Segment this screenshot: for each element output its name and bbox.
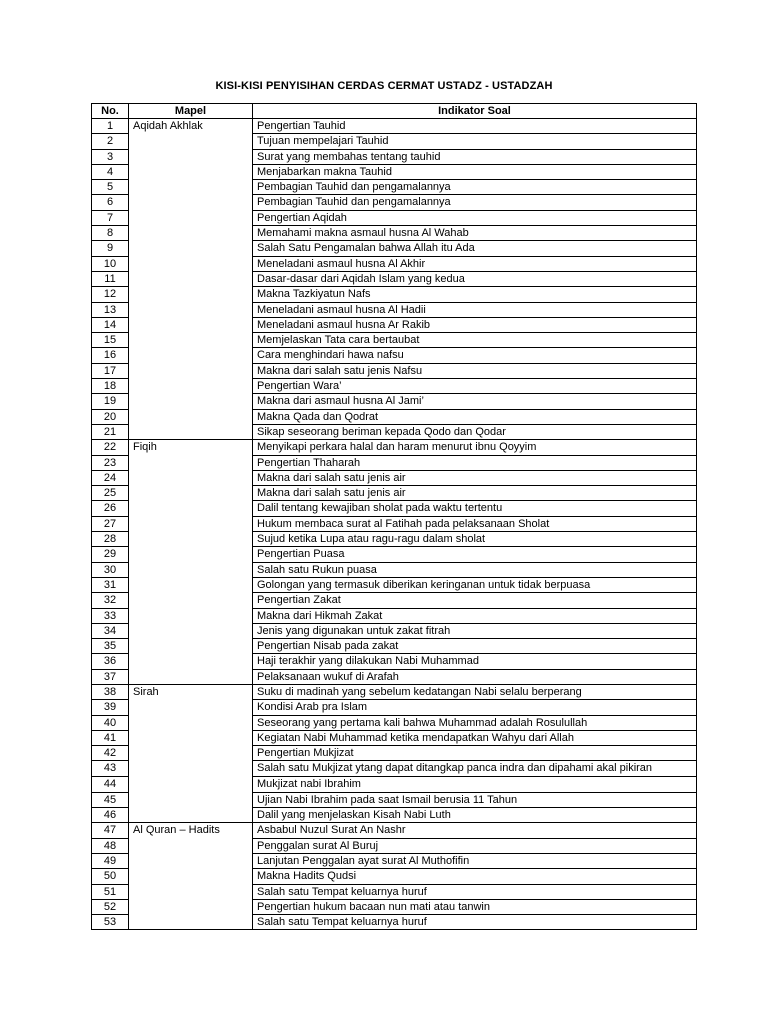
row-indikator: Pelaksanaan wukuf di Arafah: [253, 669, 697, 684]
row-mapel: [129, 348, 253, 363]
row-number: 42: [92, 746, 129, 761]
row-mapel: Aqidah Akhlak: [129, 119, 253, 134]
row-number: 17: [92, 363, 129, 378]
table-row: [92, 302, 697, 317]
row-indikator: Makna dari Hikmah Zakat: [253, 608, 697, 623]
row-number: 15: [92, 333, 129, 348]
table-row: [92, 838, 697, 853]
row-number: 12: [92, 287, 129, 302]
row-indikator: Makna dari salah satu jenis Nafsu: [253, 363, 697, 378]
row-number: 34: [92, 623, 129, 638]
table-row: [92, 639, 697, 654]
table-row: [92, 623, 697, 638]
row-indikator: Penggalan surat Al Buruj: [253, 838, 697, 853]
row-mapel: [129, 241, 253, 256]
table-row: [92, 516, 697, 531]
row-mapel: [129, 532, 253, 547]
row-mapel: [129, 869, 253, 884]
row-indikator: Dalil yang menjelaskan Kisah Nabi Luth: [253, 808, 697, 823]
table-row: [92, 654, 697, 669]
table-row: [92, 746, 697, 761]
row-mapel: [129, 639, 253, 654]
row-mapel: [129, 853, 253, 868]
row-mapel: [129, 623, 253, 638]
row-indikator: Dalil tentang kewajiban sholat pada waktu tertentu: [253, 501, 697, 516]
row-indikator: Makna Hadits Qudsi: [253, 869, 697, 884]
row-mapel: [129, 302, 253, 317]
row-indikator: Kondisi Arab pra Islam: [253, 700, 697, 715]
row-mapel: [129, 409, 253, 424]
row-mapel: [129, 134, 253, 149]
row-number: 43: [92, 761, 129, 777]
row-mapel: Sirah: [129, 684, 253, 699]
row-number: 49: [92, 853, 129, 868]
table-row: [92, 210, 697, 225]
row-number: 21: [92, 424, 129, 439]
header-mapel: Mapel: [129, 104, 253, 119]
row-indikator: Memahami makna asmaul husna Al Wahab: [253, 226, 697, 241]
row-number: 27: [92, 516, 129, 531]
row-indikator: Salah Satu Pengamalan bahwa Allah itu Ada: [253, 241, 697, 256]
row-indikator: Pengertian hukum bacaan nun mati atau tanwin: [253, 899, 697, 914]
row-indikator: Meneladani asmaul husna Ar Rakib: [253, 317, 697, 332]
row-mapel: [129, 761, 253, 777]
table-row: [92, 409, 697, 424]
row-number: 29: [92, 547, 129, 562]
table-row: [92, 669, 697, 684]
row-number: 53: [92, 915, 129, 930]
row-mapel: [129, 777, 253, 792]
row-indikator: Cara menghindari hawa nafsu: [253, 348, 697, 363]
document-title: KISI-KISI PENYISIHAN CERDAS CERMAT USTADZ - USTADZAH: [215, 80, 553, 92]
row-number: 45: [92, 792, 129, 807]
header-no: No.: [92, 104, 129, 119]
row-number: 50: [92, 869, 129, 884]
row-indikator: Surat yang membahas tentang tauhid: [253, 149, 697, 164]
row-mapel: [129, 808, 253, 823]
row-mapel: [129, 899, 253, 914]
row-mapel: [129, 562, 253, 577]
row-number: 8: [92, 226, 129, 241]
table-row: [92, 134, 697, 149]
row-indikator: Lanjutan Penggalan ayat surat Al Muthofifin: [253, 853, 697, 868]
row-indikator: Meneladani asmaul husna Al Akhir: [253, 256, 697, 271]
row-mapel: [129, 884, 253, 899]
row-mapel: [129, 577, 253, 592]
table-row: [92, 195, 697, 210]
table-row: [92, 394, 697, 409]
row-indikator: Sujud ketika Lupa atau ragu-ragu dalam sholat: [253, 532, 697, 547]
table-row: [92, 899, 697, 914]
table-row: [92, 149, 697, 164]
table-row: [92, 455, 697, 470]
row-number: 1: [92, 119, 129, 134]
row-indikator: Salah satu Tempat keluarnya huruf: [253, 915, 697, 930]
row-number: 48: [92, 838, 129, 853]
row-mapel: [129, 730, 253, 745]
row-number: 13: [92, 302, 129, 317]
row-number: 36: [92, 654, 129, 669]
table-row: [92, 808, 697, 823]
table-row: [92, 562, 697, 577]
table-row: [92, 684, 697, 699]
row-indikator: Dasar-dasar dari Aqidah Islam yang kedua: [253, 271, 697, 286]
table-row: [92, 486, 697, 501]
row-mapel: [129, 195, 253, 210]
row-number: 18: [92, 379, 129, 394]
row-indikator: Meneladani asmaul husna Al Hadii: [253, 302, 697, 317]
row-indikator: Mukjizat nabi Ibrahim: [253, 777, 697, 792]
row-indikator: Pengertian Tauhid: [253, 119, 697, 134]
row-mapel: Fiqih: [129, 440, 253, 455]
table-row: [92, 593, 697, 608]
row-mapel: [129, 746, 253, 761]
row-indikator: Sikap seseorang beriman kepada Qodo dan Qodar: [253, 424, 697, 439]
row-mapel: [129, 501, 253, 516]
table-row: [92, 363, 697, 378]
row-indikator: Salah satu Tempat keluarnya huruf: [253, 884, 697, 899]
row-indikator: Menjabarkan makna Tauhid: [253, 164, 697, 179]
row-mapel: [129, 654, 253, 669]
row-mapel: [129, 516, 253, 531]
row-indikator: Haji terakhir yang dilakukan Nabi Muhammad: [253, 654, 697, 669]
row-indikator: Pengertian Nisab pada zakat: [253, 639, 697, 654]
row-number: 4: [92, 164, 129, 179]
table-row: [92, 440, 697, 455]
table-row: [92, 869, 697, 884]
row-indikator: Kegiatan Nabi Muhammad ketika mendapatkan Wahyu dari Allah: [253, 730, 697, 745]
row-indikator: Salah satu Rukun puasa: [253, 562, 697, 577]
table-row: [92, 823, 697, 838]
row-mapel: [129, 486, 253, 501]
table-row: [92, 608, 697, 623]
table-row: [92, 424, 697, 439]
row-number: 26: [92, 501, 129, 516]
row-number: 35: [92, 639, 129, 654]
row-indikator: Pembagian Tauhid dan pengamalannya: [253, 180, 697, 195]
row-indikator: Menyikapi perkara halal dan haram menurut ibnu Qoyyim: [253, 440, 697, 455]
row-mapel: [129, 593, 253, 608]
row-number: 32: [92, 593, 129, 608]
row-mapel: [129, 210, 253, 225]
table-row: [92, 226, 697, 241]
row-number: 47: [92, 823, 129, 838]
row-number: 23: [92, 455, 129, 470]
table-row: [92, 470, 697, 485]
table-row: [92, 379, 697, 394]
row-number: 2: [92, 134, 129, 149]
row-number: 24: [92, 470, 129, 485]
table-row: [92, 884, 697, 899]
row-mapel: [129, 915, 253, 930]
row-indikator: Seseorang yang pertama kali bahwa Muhammad adalah Rosulullah: [253, 715, 697, 730]
row-number: 9: [92, 241, 129, 256]
row-indikator: Salah satu Mukjizat ytang dapat ditangkap panca indra dan dipahami akal pikiran: [253, 761, 697, 777]
header-indikator: Indikator Soal: [253, 104, 697, 119]
table-row: [92, 777, 697, 792]
table-row: [92, 333, 697, 348]
row-indikator: Makna Qada dan Qodrat: [253, 409, 697, 424]
table-row: [92, 119, 697, 134]
row-number: 30: [92, 562, 129, 577]
row-number: 20: [92, 409, 129, 424]
row-indikator: Makna Tazkiyatun Nafs: [253, 287, 697, 302]
table-row: [92, 180, 697, 195]
row-mapel: [129, 363, 253, 378]
table-row: [92, 715, 697, 730]
kisi-table: [91, 103, 697, 930]
row-indikator: Golongan yang termasuk diberikan keringanan untuk tidak berpuasa: [253, 577, 697, 592]
row-number: 40: [92, 715, 129, 730]
row-number: 33: [92, 608, 129, 623]
row-mapel: [129, 379, 253, 394]
table-row: [92, 915, 697, 930]
row-indikator: Pengertian Zakat: [253, 593, 697, 608]
row-mapel: [129, 271, 253, 286]
row-indikator: Ujian Nabi Ibrahim pada saat Ismail berusia 11 Tahun: [253, 792, 697, 807]
row-number: 7: [92, 210, 129, 225]
row-mapel: [129, 149, 253, 164]
row-mapel: [129, 455, 253, 470]
table-row: [92, 241, 697, 256]
row-mapel: [129, 394, 253, 409]
table-row: [92, 501, 697, 516]
row-number: 10: [92, 256, 129, 271]
row-mapel: [129, 838, 253, 853]
row-indikator: Pengertian Wara’: [253, 379, 697, 394]
row-mapel: [129, 287, 253, 302]
table-row: [92, 317, 697, 332]
row-number: 16: [92, 348, 129, 363]
row-indikator: Pengertian Puasa: [253, 547, 697, 562]
table-row: [92, 271, 697, 286]
row-number: 6: [92, 195, 129, 210]
table-row: [92, 761, 697, 777]
row-mapel: Al Quran – Hadits: [129, 823, 253, 838]
table-header: [92, 104, 697, 119]
row-mapel: [129, 226, 253, 241]
row-mapel: [129, 424, 253, 439]
row-indikator: Hukum membaca surat al Fatihah pada pelaksanaan Sholat: [253, 516, 697, 531]
row-mapel: [129, 164, 253, 179]
row-number: 25: [92, 486, 129, 501]
table-row: [92, 853, 697, 868]
row-number: 22: [92, 440, 129, 455]
row-indikator: Makna dari salah satu jenis air: [253, 486, 697, 501]
row-indikator: Pembagian Tauhid dan pengamalannya: [253, 195, 697, 210]
row-number: 11: [92, 271, 129, 286]
row-indikator: Tujuan mempelajari Tauhid: [253, 134, 697, 149]
row-mapel: [129, 547, 253, 562]
row-mapel: [129, 700, 253, 715]
row-indikator: Pengertian Thaharah: [253, 455, 697, 470]
row-mapel: [129, 317, 253, 332]
row-number: 19: [92, 394, 129, 409]
row-number: 38: [92, 684, 129, 699]
row-number: 39: [92, 700, 129, 715]
row-indikator: Pengertian Aqidah: [253, 210, 697, 225]
row-indikator: Pengertian Mukjizat: [253, 746, 697, 761]
table-row: [92, 547, 697, 562]
row-indikator: Makna dari salah satu jenis air: [253, 470, 697, 485]
table-row: [92, 792, 697, 807]
row-mapel: [129, 715, 253, 730]
table-row: [92, 348, 697, 363]
table-row: [92, 577, 697, 592]
row-number: 3: [92, 149, 129, 164]
table-row: [92, 256, 697, 271]
row-indikator: Memjelaskan Tata cara bertaubat: [253, 333, 697, 348]
row-number: 31: [92, 577, 129, 592]
table-row: [92, 730, 697, 745]
row-number: 28: [92, 532, 129, 547]
row-number: 44: [92, 777, 129, 792]
table-row: [92, 287, 697, 302]
row-mapel: [129, 470, 253, 485]
row-number: 46: [92, 808, 129, 823]
row-mapel: [129, 792, 253, 807]
row-number: 37: [92, 669, 129, 684]
table-body: [92, 119, 697, 930]
table-row: [92, 532, 697, 547]
row-mapel: [129, 256, 253, 271]
row-number: 41: [92, 730, 129, 745]
row-number: 52: [92, 899, 129, 914]
header-row: [92, 104, 697, 119]
row-indikator: Jenis yang digunakan untuk zakat fitrah: [253, 623, 697, 638]
table-row: [92, 164, 697, 179]
row-mapel: [129, 180, 253, 195]
row-mapel: [129, 669, 253, 684]
table-row: [92, 700, 697, 715]
row-indikator: Asbabul Nuzul Surat An Nashr: [253, 823, 697, 838]
row-indikator: Suku di madinah yang sebelum kedatangan Nabi selalu berperang: [253, 684, 697, 699]
row-number: 51: [92, 884, 129, 899]
row-number: 14: [92, 317, 129, 332]
row-indikator: Makna dari asmaul husna Al Jami’: [253, 394, 697, 409]
row-mapel: [129, 333, 253, 348]
row-mapel: [129, 608, 253, 623]
row-number: 5: [92, 180, 129, 195]
